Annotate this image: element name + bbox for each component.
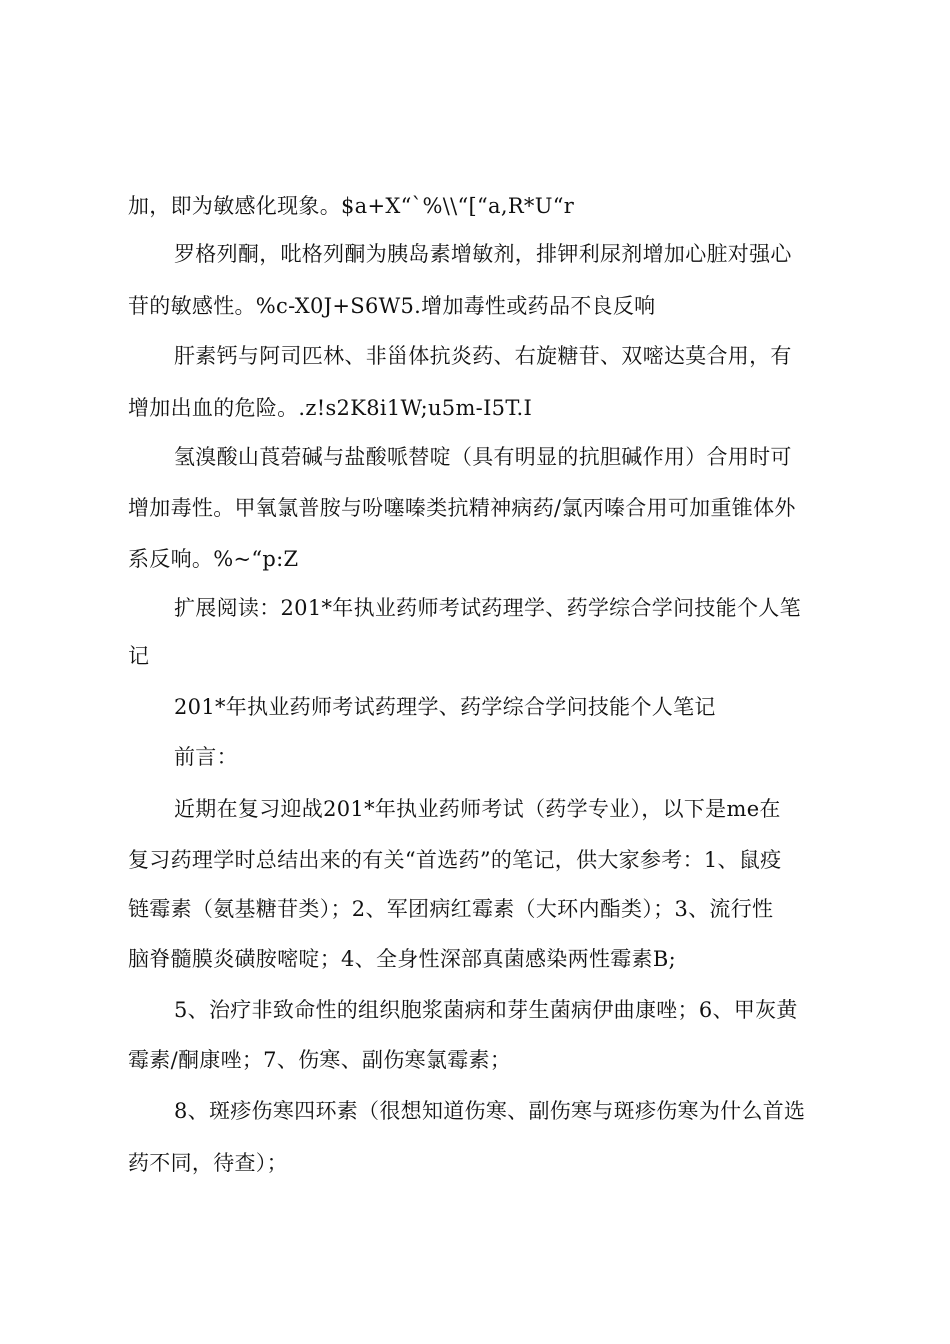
text-line: 肝素钙与阿司匹林、非甾体抗炎药、右旋糖苷、双嘧达莫合用，有 [174,344,792,368]
text-line: 药不同，待查）； [128,1151,288,1175]
text-line: 201*年执业药师考试药理学、药学综合学问技能个人笔记 [174,695,716,719]
text-line: 增加毒性。甲氧氯普胺与吩噻嗪类抗精神病药/氯丙嗪合用可加重锥体外 [128,496,796,520]
text-line: 罗格列酮，吡格列酮为胰岛素增敏剂，排钾利尿剂增加心脏对强心 [174,242,792,266]
text-line: 氢溴酸山莨菪碱与盐酸哌替啶（具有明显的抗胆碱作用）合用时可 [174,445,792,469]
text-line: 脑脊髓膜炎磺胺嘧啶；4、全身性深部真菌感染两性霉素B; [128,947,676,971]
text-line: 前言： [174,745,238,769]
text-line: 增加出血的危险。.z!s2K8i1W;u5m-I5T.I [128,396,533,420]
text-line: 苷的敏感性。%c-X0J+S6W5.增加毒性或药品不良反响 [128,294,656,318]
text-line: 8、斑疹伤寒四环素（很想知道伤寒、副伤寒与斑疹伤寒为什么首选 [174,1099,806,1123]
text-line: 5、治疗非致命性的组织胞浆菌病和芽生菌病伊曲康唑；6、甲灰黄 [174,998,798,1022]
text-line: 扩展阅读：201*年执业药师考试药理学、药学综合学问技能个人笔 [174,596,801,620]
text-line: 霉素/酮康唑；7、伤寒、副伤寒氯霉素； [128,1048,512,1072]
text-line: 复习药理学时总结出来的有关“首选药”的笔记，供大家参考：1、鼠疫 [128,848,782,872]
text-line: 近期在复习迎战201*年执业药师考试（药学专业），以下是me在 [174,797,781,821]
text-line: 记 [128,644,150,668]
text-line: 链霉素（氨基糖苷类）；2、军团病红霉素（大环内酯类）；3、流行性 [128,897,774,921]
text-line: 加，即为敏感化现象。$a+X“`%\\“[“a,R*U“r [128,194,575,218]
text-line: 系反响。%~“p:Z [128,547,299,571]
